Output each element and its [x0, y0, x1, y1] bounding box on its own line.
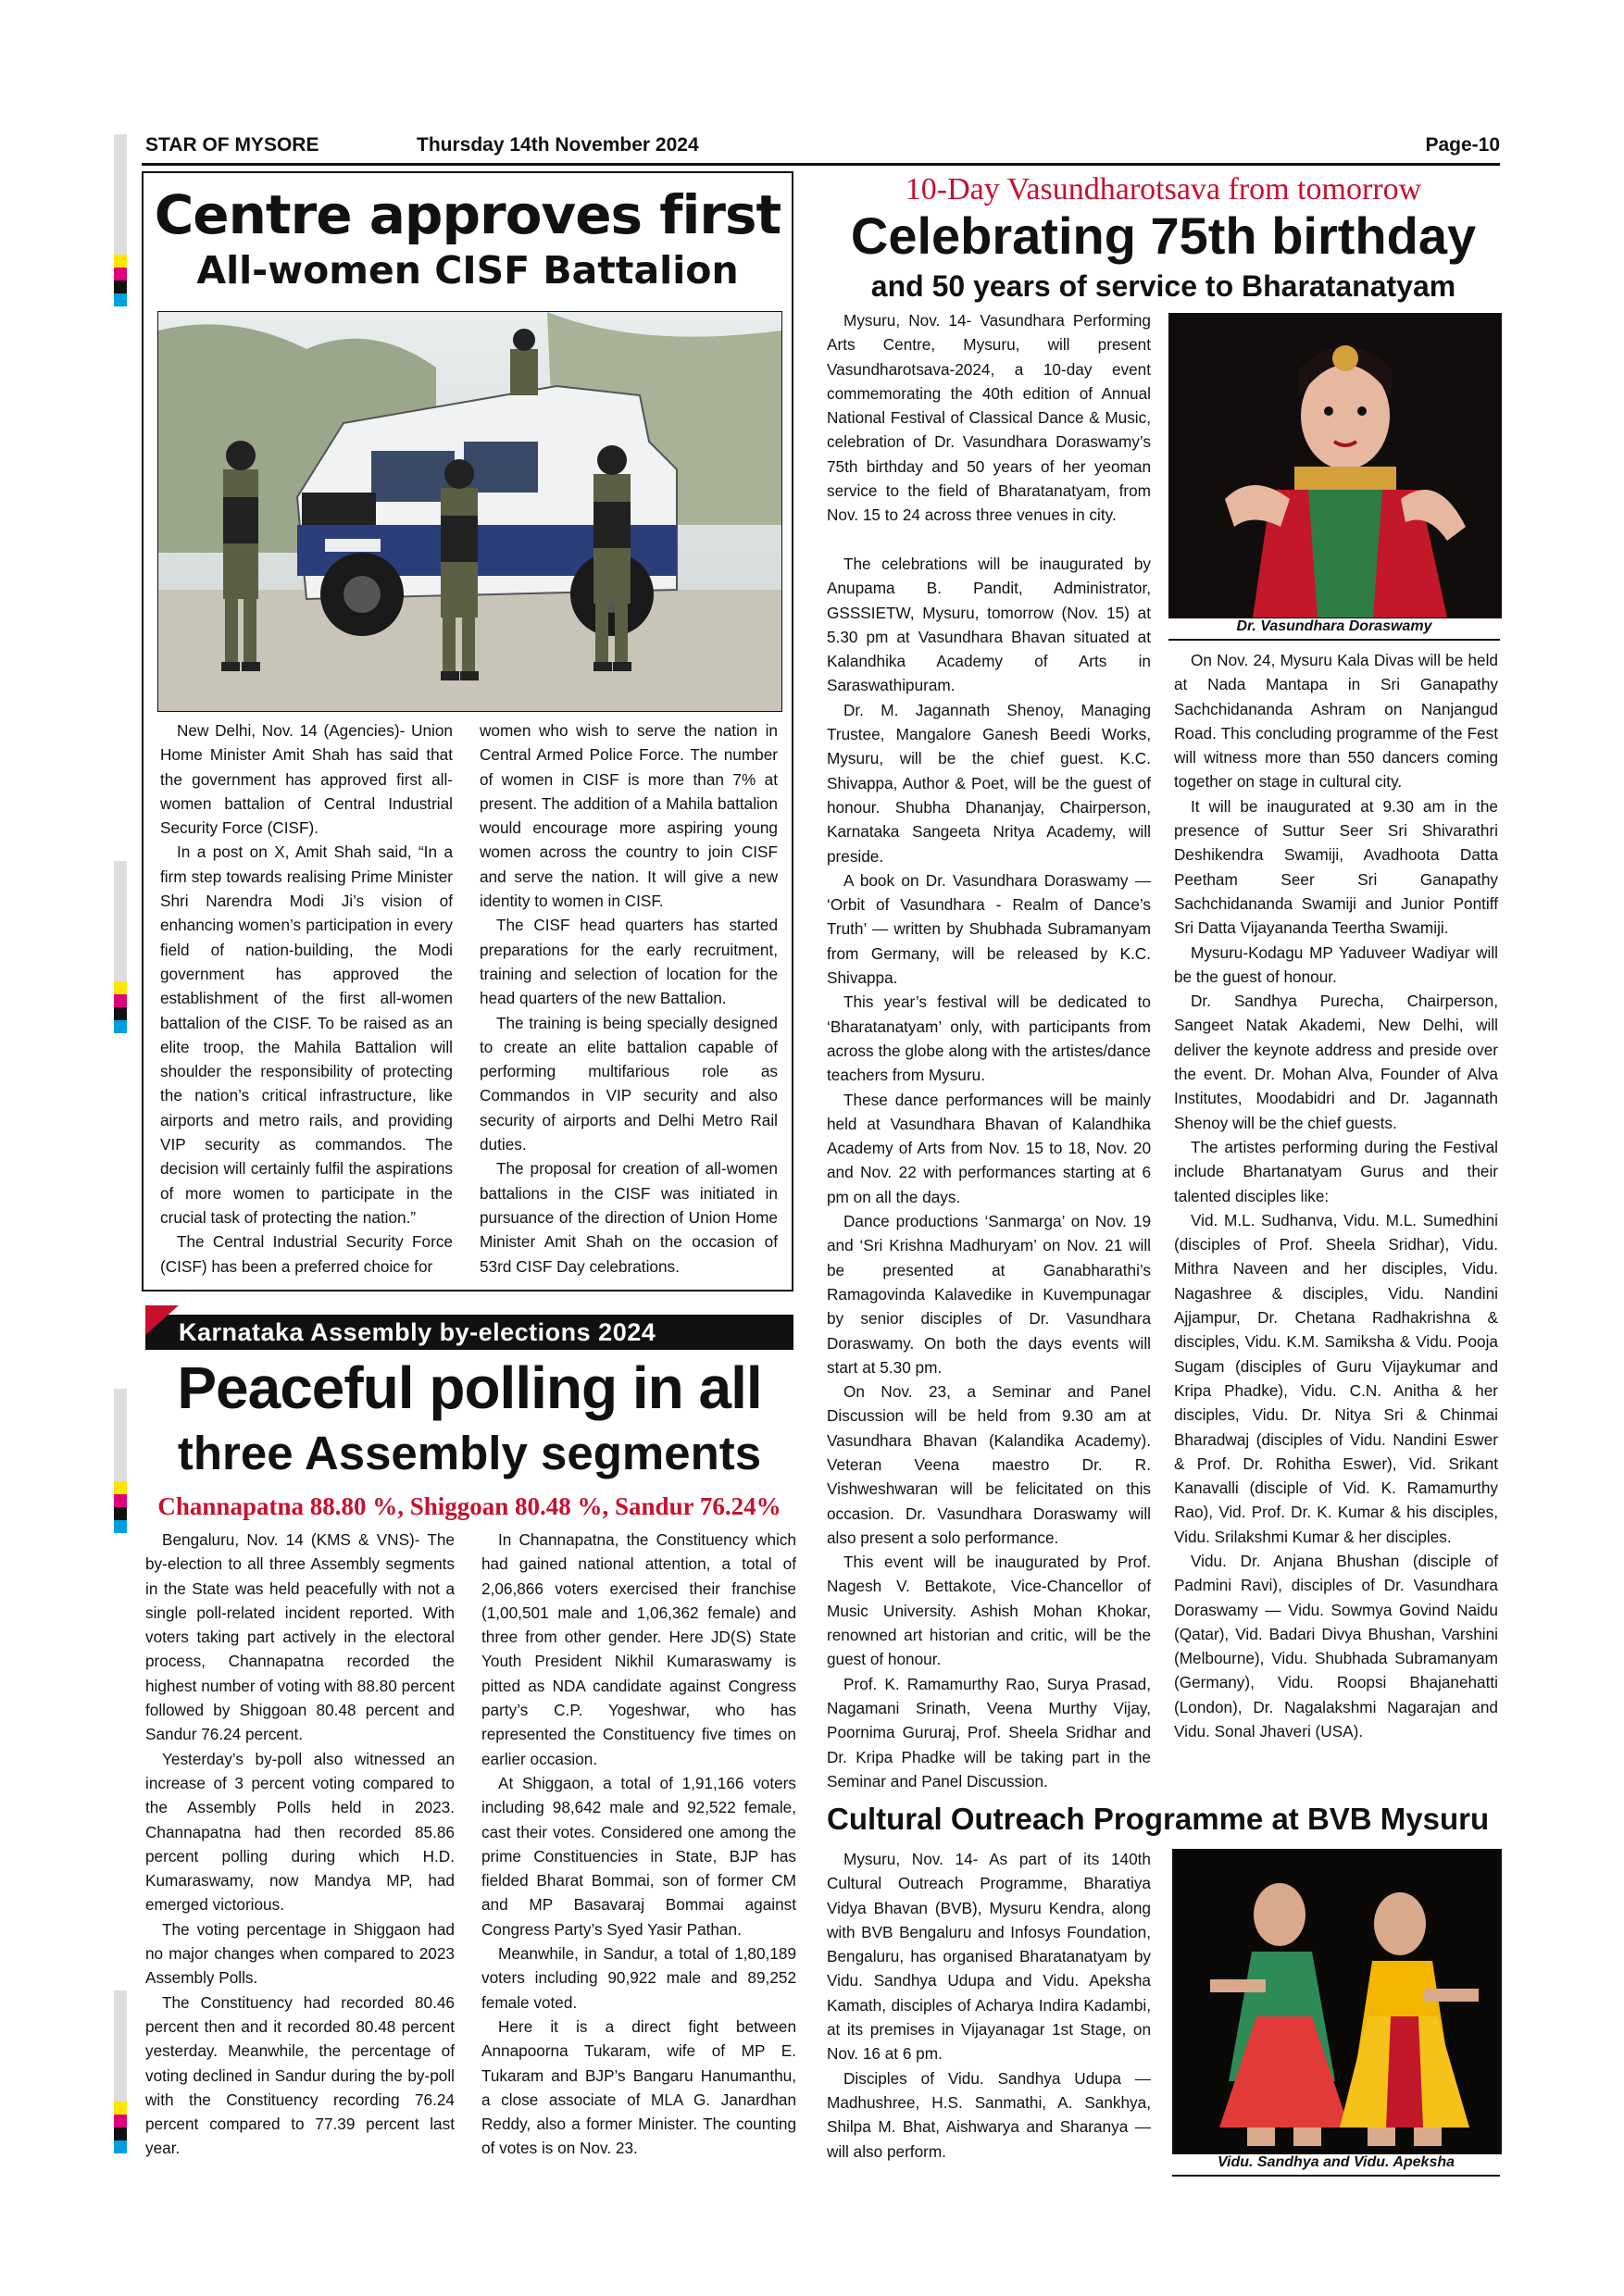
cisf-headline: Centre approves first	[154, 183, 781, 246]
paragraph: On Nov. 24, Mysuru Kala Divas will be held at Nada Mantapa in Sri Ganapathy Sachchidananda Ashram on Nanjangud Road. This concluding programme of the Fest will witness more than 550 dancers coming together on stage in cultural city.	[1174, 651, 1498, 792]
paragraph: The celebrations will be inaugurated by Anupama B. Pandit, Administrator, GSSSIETW, Mysuru, tomorrow (Nov. 15) at 5.30 pm at Vasundhara Bhavan situated at Kalandhika Academy of Arts in Saraswathipuram.	[827, 555, 1151, 695]
paragraph: This year’s festival will be dedicated to ‘Bharatanatyam’ only, with participants from across the globe along with the artistes/dance teachers from Mysuru.	[827, 992, 1151, 1085]
paragraph: Dance productions ‘Sanmarga’ on Nov. 19 and ‘Sri Krishna Madhuryam’ on Nov. 21 will be presented at Ganabharathi’s Ramagovinda Kalavedike in Kuvempunagar by senior disciples of Dr. Vasundhara Doraswamy. On both the days events will start at 5.30 pm.	[827, 1212, 1151, 1377]
paragraph: This event will be inaugurated by Prof. Nagesh V. Bettakote, Vice-Chancellor of Music University. Ashish Mohan Khokar, renowned art historian and critic, will be the guest of honour.	[827, 1553, 1151, 1669]
paragraph: At Shiggaon, a total of 1,91,166 voters including 98,642 male and 92,522 female, cast their votes. Considered one among the prime Constituencies in State, BJP has fielded Bharat Bommai, son of former CM and MP Basavaraj Bommai against Congress Party’s Syed Yasir Pathan.	[481, 1773, 796, 1939]
cisf-subheadline: All-women CISF Battalion	[196, 248, 739, 293]
paragraph: Vidu. Dr. Anjana Bhushan (disciple of Padmini Ravi), disciples of Dr. Vasundhara Doraswamy — Vidu. Sowmya Govind Naidu (Qatar), Vid. Badari Divya Bhushan, Varshini (Melbourne), Vidu. Shubhada Subramanyam (Germany), Vidu. Roopsi Bhajanehatti (London), Dr. Nagalakshmi Nagarajan and Vidu. Sonal Jhaveri (USA).	[1174, 1551, 1498, 1741]
vasu-caption-rule	[1168, 639, 1500, 641]
paragraph: A book on Dr. Vasundhara Doraswamy — ‘Orbit of Vasundhara - Realm of Dance’s Truth’ — written by Shubhada Subramanyam from Germany, will be released by K.C. Shivappa.	[827, 870, 1151, 988]
paragraph: Mysuru, Nov. 14- As part of its 140th Cultural Outreach Programme, Bharatiya Vidya Bhavan (BVB), Mysuru Kendra, along with BVB Bengaluru and Infosys Foundation, Bengaluru, has organised Bharatanatyam by Vidu. Sandhya Udupa and Vidu. Apeksha Kamath, disciples of Acharya Indira Kadambi, at its premises in Vijayanagar 1st Stage, on Nov. 16 at 6 pm.	[827, 1850, 1151, 2064]
armoured-vehicle-image	[158, 312, 781, 711]
bvb-photo	[1172, 1849, 1502, 2154]
registration-marks-top	[114, 134, 127, 306]
registration-marks-bottom	[114, 1990, 127, 2153]
paragraph: In a post on X, Amit Shah said, “In a firm step towards realising Prime Minister Shri Narendra Modi Ji’s vision of enhancing women’s participation in every field of nation-building, the Modi government has approved the establishment of the first all-women battalion of the CISF. To be raised as an elite troop, the Mahila Battalion will shoulder the responsibility of protecting the nation’s critical infrastructure, like airports and metro rails, and providing VIP security as commandos. The decision will certainly fulfil the aspirations of more women to participate in the crucial task of protecting the nation.”	[160, 842, 453, 1227]
vasu-headline: Celebrating 75th birthday	[850, 206, 1477, 265]
cisf-photo	[157, 311, 782, 712]
paragraph: Meanwhile, in Sandur, a total of 1,80,189 voters including 90,922 male and 89,252 female voted.	[481, 1944, 796, 2012]
polls-subheadline: three Assembly segments	[177, 1427, 762, 1479]
paragraph: Vid. M.L. Sudhanva, Vidu. M.L. Sumedhini (disciples of Prof. Sheela Sridhar), Vidu. Mithra Naveen and her disciples, Vidu. Nagashree & disciples, Vidu. Nandini Ajjampur, Dr. Chetana Radhakrishna & disciples, Vidu. K.M. Samiksha & Vidu. Pooja Sugam (disciples of Guru Vijaykumar and Kripa Phadke), Vidu. C.N. Anitha & her disciples, Vidu. Dr. Nitya Sri & Chinmai Bharadwaj (disciples of Vidu. Nandini Eswer & Prof. Dr. Rohitha Eswer), Vid. Srikant Kanavalli (disciple of Vid. K. Ramamurthy Rao), Vid. Prof. Dr. K. Kumar & his disciples, Vidu. Srilakshmi Kumar & her disciples.	[1174, 1210, 1498, 1546]
paragraph: Dr. Sandhya Purecha, Chairperson, Sangeet Natak Akademi, New Delhi, will deliver the keynote address and preside over the event. Dr. Mohan Alva, Founder of Alva Institutes, Moodabidri and Dr. Jagannath Shenoy will be the chief guests.	[1174, 992, 1498, 1132]
vasu-photo	[1168, 313, 1502, 618]
polls-column-1	[145, 1528, 455, 2161]
polls-banner-text: Karnataka Assembly by-elections 2024	[179, 1318, 656, 1346]
vasu-subheadline: and 50 years of service to Bharatanatyam	[870, 269, 1456, 303]
paragraph: Here it is a direct fight between Annapoorna Tukaram, wife of MP E. Tukaram and BJP’s Bangaru Hanumanthu, a close associate of MLA G. Janardhan Reddy, also a former Minister. The counting of votes is on Nov. 23.	[481, 2016, 796, 2158]
polls-headline: Peaceful polling in all	[177, 1354, 762, 1421]
issue-date: Thursday 14th November 2024	[417, 134, 699, 156]
header-rule	[142, 163, 1500, 166]
paragraph: Prof. K. Ramamurthy Rao, Surya Prasad, Nagamani Srinath, Veena Murthy Vijay, Poornima Gururaj, Prof. Sheela Sridhar and Dr. Kripa Phadke will be taking part in the Seminar and Panel Discussion.	[827, 1674, 1151, 1791]
banner-red-corner	[145, 1305, 179, 1335]
paragraph: New Delhi, Nov. 14 (Agencies)- Union Home Minister Amit Shah has said that the government has approved first all-women battalion of Central Industrial Security Force (CISF).	[160, 721, 453, 838]
paragraph: Dr. M. Jagannath Shenoy, Managing Trustee, Mangalore Ganesh Beedi Works, Mysuru, will be the chief guest. K.C. Shivappa, Author & Poet, will be the guest of honour. Shubha Dhananjay, Chairperson, Karnataka Sangeeta Nritya Academy, will preside.	[827, 700, 1151, 866]
paragraph: The proposal for creation of all-women battalions in the CISF was initiated in pursuance of the direction of Union Home Minister Amit Shah on the occasion of 53rd CISF Day celebrations.	[480, 1159, 778, 1276]
paragraph: The voting percentage in Shiggaon had no major changes when compared to 2023 Assembly Polls.	[145, 1919, 455, 1988]
paragraph: The training is being specially designed to create an elite battalion capable of performing multifarious role as Commandos in VIP security and also security of airports and Delhi Metro Rail duties.	[480, 1013, 778, 1154]
paragraph: The Central Industrial Security Force (CISF) has been a preferred choice for	[160, 1232, 453, 1276]
registration-marks-low	[114, 1389, 127, 1533]
vasu-column-2	[1174, 648, 1498, 1743]
cisf-column-2	[480, 718, 778, 1279]
polls-deck: Channapatna 88.80 %, Shiggoan 80.48 %, Sandur 76.24%	[157, 1492, 781, 1520]
paragraph: Disciples of Vidu. Sandhya Udupa — Madhushree, H.S. Sanmathi, A. Sankhya, Shilpa M. Bhat, Aishwarya and Sharanya — will also perform.	[827, 2068, 1151, 2161]
cisf-column-1	[160, 718, 453, 1279]
paragraph: The CISF head quarters has started preparations for the early recruitment, training and selection of location for the head quarters of the new Battalion.	[480, 916, 778, 1008]
paragraph: These dance performances will be mainly held at Vasundhara Bhavan of Kalandhika Academy of Arts from Nov. 15 to 18, Nov. 20 and Nov. 22 with performances starting at 6 pm on all the days.	[827, 1090, 1151, 1206]
paragraph: On Nov. 23, a Seminar and Panel Discussion will be held from 9.30 am at Vasundhara Bhavan (Kalandika Academy). Veteran Veena maestro Dr. R. Vishweshwaran will be felicitated on this occasion. Dr. Vasundhara Doraswamy will also present a solo performance.	[827, 1382, 1151, 1547]
registration-marks-mid	[114, 861, 127, 1033]
paragraph: Mysuru-Kodagu MP Yaduveer Wadiyar will be the guest of honour.	[1174, 942, 1498, 986]
bvb-column	[827, 1847, 1151, 2164]
paragraph: Yesterday’s by-poll also witnessed an increase of 3 percent voting compared to the Assembly Polls held in 2023. Channapatna had then recorded 85.86 percent polling during which H.D. Kumaraswamy, now Mandya MP, had emerged victorious.	[145, 1749, 455, 1915]
vasu-photo-caption: Dr. Vasundhara Doraswamy	[1236, 618, 1432, 634]
paragraph: The Constituency had recorded 80.46 percent then and it recorded 80.48 percent yesterday. Meanwhile, the percentage of voting declined in Sandur during the by-poll with the Constituency recording 76.24 percent compared to 77.39 percent last year.	[145, 1992, 455, 2158]
vasu-kicker: 10-Day Vasundharotsava from tomorrow	[905, 172, 1422, 206]
vasu-intro	[827, 308, 1151, 528]
paper-name: STAR OF MYSORE	[145, 134, 319, 156]
polls-column-2	[481, 1528, 796, 2161]
paragraph: The artistes performing during the Festival include Bhartanatyam Gurus and their talented disciples like:	[1174, 1137, 1498, 1205]
dancer-portrait-image	[1169, 314, 1501, 618]
paragraph: It will be inaugurated at 9.30 am in the presence of Suttur Seer Sri Shivarathri Deshikendra Swamiji, Avadhoota Datta Peetham Seer Sri Ganapathy Sachchidananda Swamiji and Junior Pontiff Sri Datta Vijayananda Teertha Swamiji.	[1174, 796, 1498, 938]
vasu-column-1	[827, 552, 1151, 1793]
bvb-headline: Cultural Outreach Programme at BVB Mysuru	[827, 1802, 1490, 1836]
paragraph: Mysuru, Nov. 14- Vasundhara Performing Arts Centre, Mysuru, will present Vasundharotsava-2024, a 10-day event commemorating the 40th edition of Annual National Festival of Classical Dance & Music, celebration of Dr. Vasundhara Doraswamy’s 75th birthday and 50 years of her yeoman service to the field of Bharatanatyam, from Nov. 15 to 24 across three venues in city.	[827, 311, 1151, 525]
paragraph: women who wish to serve the nation in Central Armed Police Force. The number of women in CISF is more than 7% at present. The addition of a Mahila battalion would encourage more aspiring young women across the country to join CISF and serve the nation. It will give a new identity to women in CISF.	[480, 721, 778, 911]
paragraph: In Channapatna, the Constituency which had gained national attention, a total of 2,06,866 voters exercised their franchise (1,00,501 male and 1,06,362 female) and three from other gender. Here JD(S) State Youth President Nikhil Kumaraswamy is pitted as NDA candidate against Congress party’s C.P. Yogeshwar, who has represented the Constituency five times on earlier occasion.	[481, 1530, 796, 1768]
two-dancers-image	[1173, 1850, 1501, 2153]
page-number: Page-10	[1425, 134, 1500, 156]
paragraph: Bengaluru, Nov. 14 (KMS & VNS)- The by-election to all three Assembly segments in the State was held peacefully with not a single poll-related incident reported. With voters taking part actively in the electoral process, Channapatna recorded the highest number of voting with 88.80 percent followed by Shiggoan 80.48 percent and Sandur 76.24 percent.	[145, 1530, 455, 1744]
bvb-caption-rule	[1172, 2175, 1500, 2177]
bvb-photo-caption: Vidu. Sandhya and Vidu. Apeksha	[1217, 2154, 1455, 2170]
